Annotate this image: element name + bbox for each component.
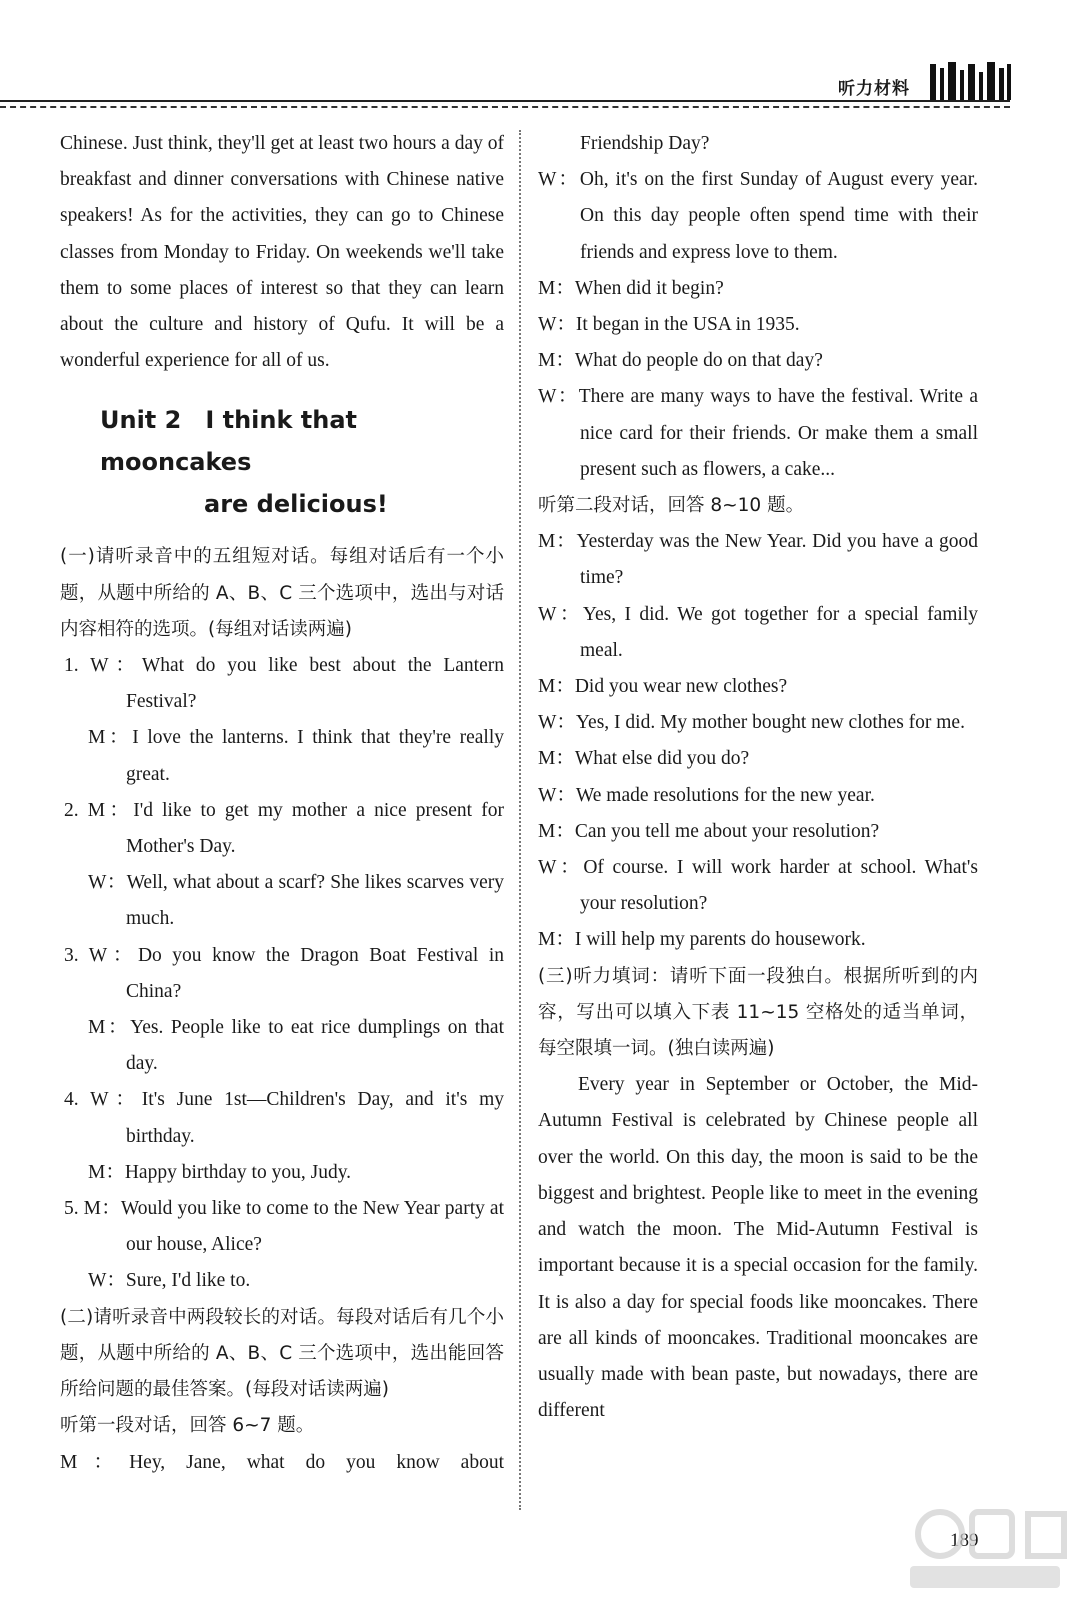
header-decoration-icon xyxy=(928,60,1012,104)
dialogue-5-second-line: W：Sure, I'd like to. xyxy=(88,1270,251,1292)
passage2-line-1: W：Yes, I did. We got together for a special family meal. xyxy=(538,603,978,661)
dialogue-4-second-line: M：Happy birthday to you, Judy. xyxy=(88,1161,352,1183)
header-rule xyxy=(0,100,1010,102)
passage2-line-8: M：I will help my parents do housework. xyxy=(538,929,866,951)
passage2-line-6: M：Can you tell me about your resolution? xyxy=(538,820,880,842)
passage1-line-3: W：It began in the USA in 1935. xyxy=(538,314,800,336)
passage1-line-5: W：There are many ways to have the festival. Write a nice card for their friends. Or make them a small present such as flowers, a cake... xyxy=(538,386,978,480)
unit-title xyxy=(60,399,504,525)
intro-paragraph: Chinese. Just think, they'll get at least two hours a day of breakfast and dinner conversations with Chinese native speakers! As for the activities, they can go to Chinese classes from Monday to Friday. On weekends we'll take them to some places of interest so that they can learn about the culture and history of Qufu. It will be a wonderful experience for all of us. xyxy=(60,133,504,372)
passage1-line-2: M：When did it begin? xyxy=(538,277,724,299)
header-dashed-rule xyxy=(0,106,1010,108)
passage1-line-1: W：Oh, it's on the first Sunday of August every year. On this day people often spend time with their friends and express love to them. xyxy=(538,169,978,263)
watermark-logo-icon xyxy=(880,1500,1080,1596)
dialogue-1-second-line: M：I love the lanterns. I think that they're really great. xyxy=(88,727,504,785)
dialogue-2-second-line: W：Well, what about a scarf? She likes scarves very much. xyxy=(88,872,504,930)
dialogue-2-first-line: 2. M：I'd like to get my mother a nice present for Mother's Day. xyxy=(64,799,504,858)
unit-title-line2: are delicious! xyxy=(204,490,388,519)
passage1-intro: 听第一段对话，回答 6~7 题。 xyxy=(60,1415,315,1437)
page-header xyxy=(0,0,1092,112)
passage2-line-7: W：Of course. I will work harder at school. What's your resolution? xyxy=(538,857,978,915)
passage1-line-0: Friendship Day? xyxy=(580,133,710,154)
header-title: 听力材料 xyxy=(838,79,910,99)
passage1-first-line: M：Hey, Jane, what do you know about xyxy=(60,1451,504,1473)
passage2-intro: 听第二段对话，回答 8~10 题。 xyxy=(538,495,805,517)
page-number: 189 xyxy=(950,1530,979,1551)
dialogue-3-first-line: 3. W：Do you know the Dragon Boat Festival in China? xyxy=(64,944,504,1002)
passage2-line-2: M：Did you wear new clothes? xyxy=(538,676,788,698)
passage2-line-0: M：Yesterday was the New Year. Did you have a good time? xyxy=(538,531,978,589)
left-column xyxy=(60,126,504,1481)
monologue-paragraph: Every year in September or October, the Mid-Autumn Festival is celebrated by Chinese people all over the world. On this day, the moon is said to be the biggest and brightest. People like to meet in the evening and watch the moon. The Mid-Autumn Festival is important because it is a special occasion for the family. It is also a day for special foods like mooncakes. There are all kinds of mooncakes. Traditional mooncakes are usually made with bean paste, but nowadays, there are different xyxy=(538,1074,978,1422)
dialogue-1-first-line: 1. W：What do you like best about the Lantern Festival? xyxy=(64,655,504,713)
right-column xyxy=(538,126,978,1429)
dialogue-list xyxy=(60,648,504,1300)
passage2-line-4: M：What else did you do? xyxy=(538,748,750,770)
unit-title-line1: Unit 2 I think that mooncakes xyxy=(100,406,358,477)
passage2-line-3: W：Yes, I did. My mother bought new clothes for me. xyxy=(538,712,965,734)
dialogue-5-first-line: 5. M：Would you like to come to the New Year party at our house, Alice? xyxy=(64,1198,504,1256)
section1-instruction: (一)请听录音中的五组短对话。每组对话后有一个小题，从题中所给的 A、B、C 三个选项中，选出与对话内容相符的选项。(每组对话读两遍) xyxy=(60,546,504,640)
dialogue-3-second-line: M：Yes. People like to eat rice dumplings on that day. xyxy=(88,1017,504,1075)
column-divider xyxy=(519,130,521,1510)
section2-instruction: (二)请听录音中两段较长的对话。每段对话后有几个小题，从题中所给的 A、B、C 三个选项中，选出能回答所给问题的最佳答案。(每段对话读两遍) xyxy=(60,1306,504,1401)
passage2-line-5: W：We made resolutions for the new year. xyxy=(538,784,875,806)
section3-instruction: (三)听力填词：请听下面一段独白。根据所听到的内容，写出可以填入下表 11~15 空格处的适当单词，每空限填一词。(独白读两遍) xyxy=(538,965,978,1060)
passage1-line-4: M：What do people do on that day? xyxy=(538,350,823,372)
dialogue-4-first-line: 4. W：It's June 1st—Children's Day, and it's my birthday. xyxy=(64,1089,504,1147)
